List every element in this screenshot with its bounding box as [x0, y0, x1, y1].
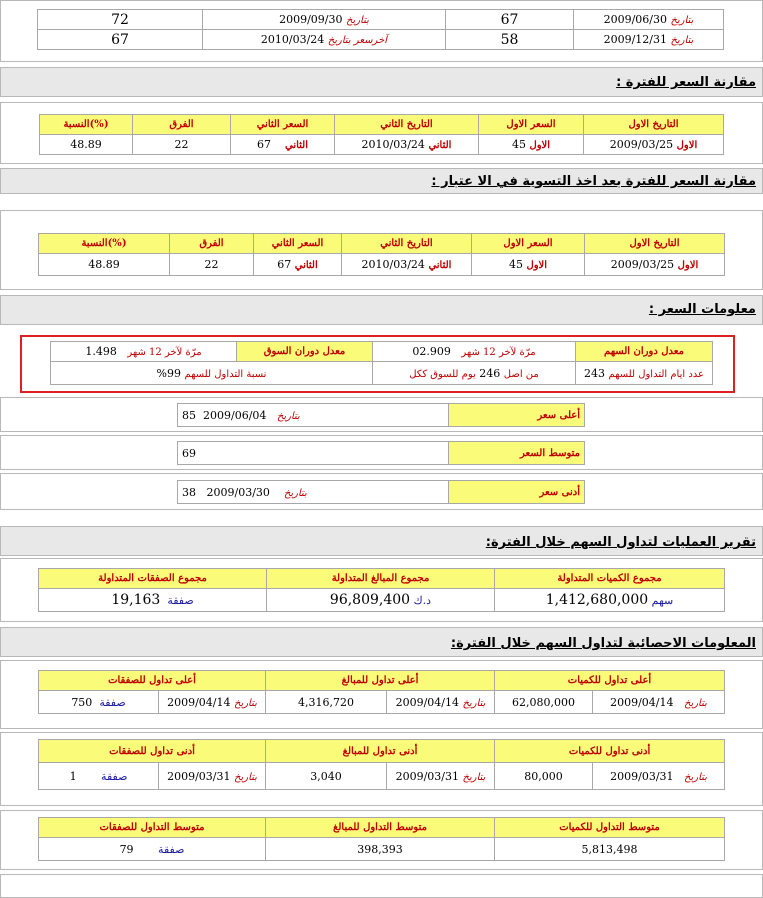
value: 246 [479, 366, 501, 380]
date-value: 2009/12/31 [603, 33, 667, 46]
value: 2009/03/25 [610, 258, 675, 271]
value: 79 [119, 842, 134, 856]
value: 750 [71, 695, 93, 709]
avg-price-table [177, 441, 585, 465]
tag: الثاني [428, 260, 452, 271]
table-row [39, 838, 725, 861]
column-header: التاريخ الثاني [335, 115, 479, 135]
table-header-row [39, 818, 725, 838]
column-header: التاريخ الاول [585, 234, 725, 254]
date-label: بتاريخ [276, 410, 300, 422]
turnover-table [50, 341, 713, 385]
date: 2009/06/04 [203, 408, 267, 422]
qty-value: 80,000 [495, 763, 593, 790]
unit: صفقة [167, 594, 194, 607]
table-row [38, 10, 724, 30]
price-value: 72 [38, 10, 203, 30]
deals-cell [39, 763, 159, 790]
second-date-cell [335, 135, 479, 155]
date: 2009/04/14 [395, 695, 459, 709]
date: 2009/03/30 [206, 485, 270, 499]
amount-value: 3,040 [266, 763, 387, 790]
market-days-cell [373, 362, 576, 385]
table-header-row [39, 671, 725, 691]
amount-value: 4,316,720 [266, 691, 387, 714]
table-row [178, 404, 585, 427]
table-header-row [39, 740, 725, 763]
value: 38 [182, 485, 196, 499]
value: 45 [508, 258, 523, 271]
first-price-cell [479, 135, 584, 155]
value: 2010/03/24 [361, 258, 425, 271]
date: 2009/03/31 [395, 769, 460, 783]
tag: الاول [526, 260, 548, 271]
unit: سهم [651, 594, 674, 607]
operations-table [38, 568, 725, 612]
percent-value: 48.89 [40, 135, 133, 155]
date: 2009/04/14 [610, 695, 674, 709]
tag: الاول [529, 140, 551, 151]
deals-date-cell [159, 763, 266, 790]
adjusted-comparison-table [38, 233, 725, 276]
column-header: الفرق [133, 115, 231, 135]
percent-value: 48.89 [39, 254, 170, 276]
table-row [39, 254, 725, 276]
unit: صفقة [101, 769, 128, 783]
footer-panel [0, 874, 763, 898]
second-price-cell [254, 254, 342, 276]
avg-deals-cell [39, 838, 266, 861]
label: نسبة التداول للسهم [184, 368, 267, 380]
qty-value: 62,080,000 [495, 691, 593, 714]
second-price-cell [231, 135, 335, 155]
unit: صفقة [158, 842, 185, 856]
stock-rate-cell [373, 342, 576, 362]
label: من اصل [503, 368, 539, 380]
value: 67 [256, 138, 271, 151]
column-header: متوسط التداول للصفقات [39, 818, 266, 838]
avg-trading-table [38, 817, 725, 861]
column-header: السعر الثاني [254, 234, 342, 254]
unit: مرّة لآخر 12 شهر [127, 347, 202, 358]
column-header: أعلى تداول للمبالغ [266, 671, 495, 691]
value: 1 [69, 769, 77, 783]
amount-date-cell [387, 763, 495, 790]
trading-days-cell [576, 362, 713, 385]
date: 2009/04/14 [167, 695, 231, 709]
low-price-label: أدنى سعر [449, 481, 585, 504]
value: 2010/03/24 [361, 138, 425, 151]
price-value: 67 [38, 30, 203, 50]
column-header: أدنى تداول للكميات [495, 740, 725, 763]
value: 85 [182, 408, 196, 422]
date-value: 2009/09/30 [279, 13, 343, 26]
tag: الاول [677, 260, 699, 271]
section-header-adjusted-comparison [0, 168, 763, 194]
low-price-table [177, 480, 585, 504]
column-header: التاريخ الثاني [342, 234, 472, 254]
unit: د.ك [413, 594, 432, 607]
stock-rate-label: معدل دوران السهم [576, 342, 713, 362]
deals-cell [39, 691, 159, 714]
tag: الثاني [284, 140, 308, 151]
date-label: آخرسعر بتاريخ [327, 35, 388, 46]
section-title: معلومات السعر : [648, 302, 756, 317]
value: 1,412,680,000 [545, 592, 649, 608]
table-row [39, 691, 725, 714]
date-label: بتاريخ [462, 697, 486, 709]
avg-price-label: متوسط السعر [449, 442, 585, 465]
column-header: السعر الاول [472, 234, 585, 254]
unit: صفقة [99, 695, 126, 709]
column-header: متوسط التداول للمبالغ [266, 818, 495, 838]
value: 02.909 [412, 345, 451, 358]
total-amount-cell [267, 589, 495, 612]
total-qty-cell [495, 589, 725, 612]
low-price-cell [178, 481, 449, 504]
total-deals-cell [39, 589, 267, 612]
first-price-cell [472, 254, 585, 276]
avg-qty-value: 5,813,498 [495, 838, 725, 861]
column-header: (%)النسبة [40, 115, 133, 135]
section-title: مقارنة السعر للفترة : [616, 75, 756, 90]
first-date-cell [584, 135, 724, 155]
date-label: بتاريخ [683, 697, 707, 709]
unit: مرّة لآخر 12 شهر [461, 347, 536, 358]
value: 1.498 [85, 345, 117, 358]
column-header: مجموع الصفقات المتداولة [39, 569, 267, 589]
value: 45 [511, 138, 526, 151]
date-label: بتاريخ [345, 15, 369, 26]
column-header: أدنى تداول للمبالغ [266, 740, 495, 763]
column-header: السعر الاول [479, 115, 584, 135]
section-title: تقرير العمليات لتداول السهم خلال الفترة: [485, 535, 756, 550]
qty-date-cell [593, 691, 725, 714]
value: 19,163 [111, 592, 161, 608]
label: عدد ايام التداول للسهم [608, 368, 704, 380]
price-value: 58 [446, 30, 574, 50]
high-price-cell [178, 404, 449, 427]
table-header-row [39, 234, 725, 254]
date-cell [574, 30, 724, 50]
date: 2009/03/31 [610, 769, 674, 783]
column-header: أعلى تداول للكميات [495, 671, 725, 691]
first-date-cell [585, 254, 725, 276]
table-row [51, 342, 713, 362]
table-row [38, 30, 724, 50]
table-header-row [39, 569, 725, 589]
table-row [39, 589, 725, 612]
date-cell [574, 10, 724, 30]
table-row [40, 135, 724, 155]
date-cell [203, 30, 446, 50]
column-header: السعر الثاني [231, 115, 335, 135]
table-row [39, 763, 725, 790]
value: 67 [277, 258, 292, 271]
section-title: مقارنة السعر للفترة بعد اخذ التسوية في الا عتبار : [431, 174, 756, 189]
table-header-row [40, 115, 724, 135]
avg-price-value: 69 [178, 442, 449, 465]
table-row [178, 442, 585, 465]
column-header: متوسط التداول للكميات [495, 818, 725, 838]
section-header-period-comparison [0, 67, 763, 97]
low-trading-table [38, 739, 725, 790]
diff-value: 22 [170, 254, 254, 276]
high-price-table [177, 403, 585, 427]
market-rate-cell [51, 342, 237, 362]
date-label: بتاريخ [234, 771, 257, 783]
section-header-statistics [0, 627, 763, 657]
high-trading-table [38, 670, 725, 714]
table-row [51, 362, 713, 385]
section-header-price-info [0, 295, 763, 325]
diff-value: 22 [133, 135, 231, 155]
amount-date-cell [387, 691, 495, 714]
date-cell [203, 10, 446, 30]
section-title: المعلومات الاحصائية لتداول السهم خلال الفترة: [450, 636, 756, 651]
date: 2009/03/31 [167, 769, 231, 783]
table-row [178, 481, 585, 504]
value: 99% [156, 366, 181, 380]
high-price-label: أعلى سعر [449, 404, 585, 427]
date-label: بتاريخ [684, 771, 707, 783]
avg-amount-value: 398,393 [266, 838, 495, 861]
qty-date-cell [593, 763, 725, 790]
history-prices-table [37, 9, 724, 50]
deals-date-cell [159, 691, 266, 714]
unit: يوم للسوق ككل [409, 368, 476, 380]
value: 2009/03/25 [609, 138, 674, 151]
tag: الثاني [294, 260, 318, 271]
column-header: أعلى تداول للصفقات [39, 671, 266, 691]
column-header: التاريخ الاول [584, 115, 724, 135]
trading-ratio-cell [51, 362, 373, 385]
column-header: أدنى تداول للصفقات [39, 740, 266, 763]
date-label: بتاريخ [233, 697, 257, 709]
column-header: الفرق [170, 234, 254, 254]
column-header: مجموع الكميات المتداولة [495, 569, 725, 589]
value: 243 [583, 366, 605, 380]
date-label: بتاريخ [670, 15, 694, 26]
period-comparison-table [39, 114, 724, 155]
date-label: بتاريخ [670, 35, 694, 46]
date-label: بتاريخ [283, 487, 307, 499]
date-value: 2010/03/24 [260, 33, 325, 46]
second-date-cell [342, 254, 472, 276]
section-header-operations-report [0, 526, 763, 556]
date-label: بتاريخ [462, 771, 486, 783]
tag: الثاني [428, 140, 452, 151]
market-rate-label: معدل دوران السوق [237, 342, 373, 362]
date-value: 2009/06/30 [603, 13, 667, 26]
price-value: 67 [446, 10, 574, 30]
column-header: مجموع المبالغ المتداولة [267, 569, 495, 589]
column-header: (%)النسبة [39, 234, 170, 254]
tag: الاول [676, 140, 698, 151]
value: 96,809,400 [329, 592, 411, 608]
